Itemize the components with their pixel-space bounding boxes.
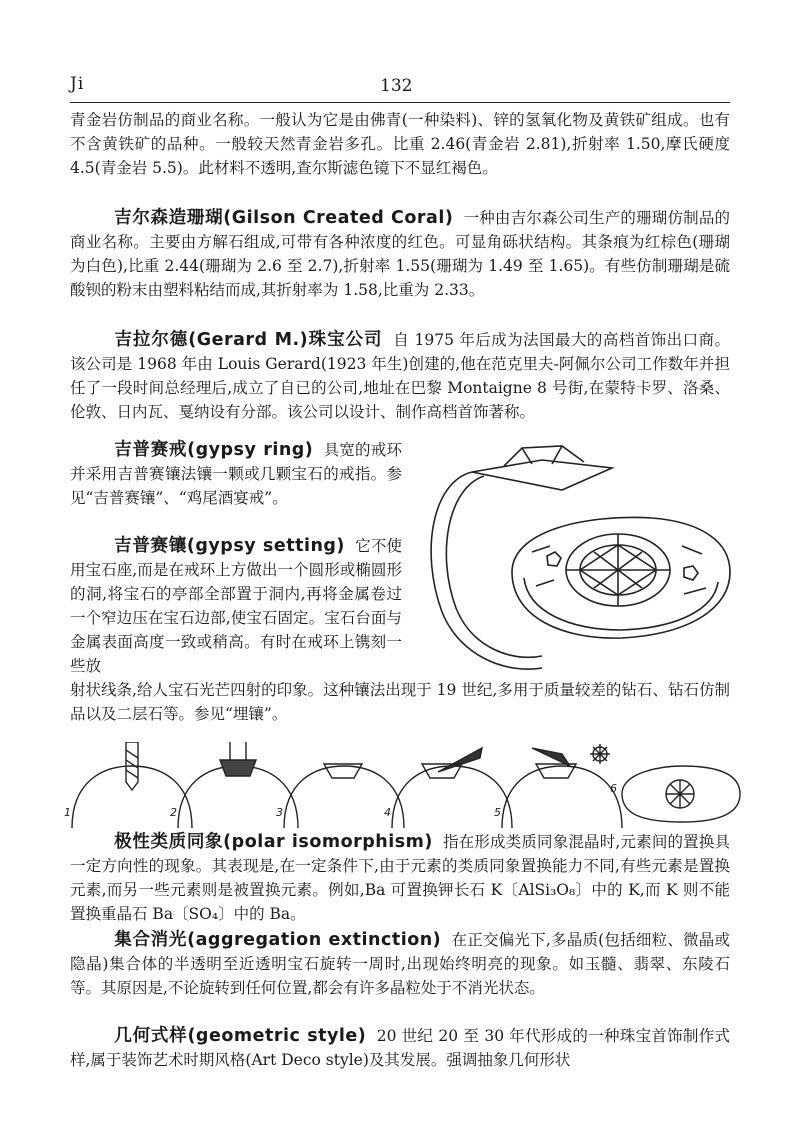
entry-gilson-coral [70, 206, 730, 302]
entry-gerard [70, 328, 730, 424]
entry-polar-isomorphism [70, 830, 730, 926]
entry-body: 自 1975 年后成为法国最大的高档首饰出口商。该公司是 1968 年由 Louis Gerard(1923 年生)创建的,他在范克里夫-阿佩尔公司工作数年并担任了一段时间总经理后,成立了自已的公司,地址在巴黎 Montaigne 8 号街,在蒙特卡罗、洛桑、伦敦、日内瓦、戛纳设有分部。该公司以设计、制作高档首饰著称。 [70, 331, 731, 421]
entry-term: 吉普赛戒 [114, 440, 188, 460]
step-label: 6 [610, 782, 617, 795]
entry-term: 极性类质同象 [114, 832, 224, 852]
entry-term: 集合消光 [114, 930, 188, 950]
entry-body: 射状线条,给人宝石光芒四射的印象。这种镶法出现于 19 世纪,多用于质量较差的钻石、钻石仿制品以及二层石等。参见“埋镶”。 [70, 681, 730, 723]
step-label: 2 [170, 806, 177, 819]
entry-term-latin: (polar isomorphism) [223, 832, 433, 852]
entry-continuation [70, 108, 730, 180]
entry-term-latin: (Gilson Created Coral) [223, 208, 454, 228]
entry-body: 在正交偏光下,多晶质(包括细粒、微晶或隐晶)集合体的半透明至近透明宝石旋转一周时,出现始终明亮的现象。如玉髓、翡翠、东陵石等。其原因是,不论旋转到任何位置,都会有许多晶粒处于不消光状态。 [70, 931, 730, 997]
entry-body: 一种由吉尔森公司生产的珊瑚仿制品的商业名称。主要由方解石组成,可带有各种浓度的红色。可显角砾状结构。其条痕为红棕色(珊瑚为白色),比重 2.44(珊瑚为 2.6 至 2.7),折射率 1.55(珊瑚为 1.49 至 1.65)。有些仿制珊瑚是硫酸钡的粉末由塑料粘结而成,其折射率为 1.58,比重为 2.33。 [70, 209, 731, 299]
setting-steps-illustration [62, 742, 742, 834]
entry-aggregation-extinction [70, 928, 730, 1000]
gypsy-ring-illustration [412, 442, 732, 674]
step-label: 3 [276, 806, 283, 819]
entry-term-suffix: 珠宝公司 [308, 330, 383, 350]
entry-term-latin: (aggregation extinction) [187, 930, 442, 950]
entry-gypsy-setting [70, 534, 402, 678]
entry-term-latin: (Gerard M.) [188, 330, 309, 350]
entry-gypsy-setting-continued [70, 678, 730, 726]
step-label: 4 [384, 806, 391, 819]
entry-term: 吉普赛镶 [114, 536, 187, 556]
step-label: 1 [64, 806, 71, 819]
entry-body: 它不使用宝石座,而是在戒环上方做出一个圆形或椭圆形的洞,将宝石的亭部全部置于洞内,再将金属卷过一个窄边压在宝石边部,使宝石固定。宝石台面与金属表面高度一致或稍高。有时在戒环上镌刻一些放 [70, 537, 403, 675]
entry-body: 具宽的戒环并采用吉普赛镶法镶一颗或几颗宝石的戒指。参见“吉普赛镶”、“鸡尾酒宴戒”。 [70, 441, 402, 507]
page-number: 132 [380, 76, 413, 96]
entry-term-latin: (gypsy ring) [187, 440, 314, 460]
running-head: Ji [70, 74, 85, 94]
step-label: 5 [494, 806, 501, 819]
header-rule [70, 102, 730, 103]
entry-term-latin: (gypsy setting) [186, 536, 345, 556]
entry-body: 20 世纪 20 至 30 年代形成的一种珠宝首饰制作式样,属于装饰艺术时期风格(Art Deco style)及其发展。强调抽象几何形状 [70, 1027, 731, 1069]
entry-term: 吉尔森造珊瑚 [114, 208, 224, 228]
entry-geometric-style [70, 1024, 730, 1072]
entry-gypsy-ring [70, 438, 402, 510]
entry-term: 吉拉尔德 [114, 330, 189, 350]
entry-body: 指在形成类质同象混晶时,元素间的置换具一定方向性的现象。其表现是,在一定条件下,由于元素的类质同象置换能力不同,有些元素是置换元素,而另一些元素则是被置换元素。例如,Ba 可置换钾长石 K〔AlSi₃O₈〕中的 K,而 K 则不能置换重晶石 Ba〔SO₄〕中的 Ba。 [70, 833, 730, 923]
entry-term: 几何式样 [114, 1026, 188, 1046]
entry-body: 青金岩仿制品的商业名称。一般认为它是由佛青(一种染料)、锌的氢氧化物及黄铁矿组成。也有不含黄铁矿的品种。一般较天然青金岩多孔。比重 2.46(青金岩 2.81),折射率 1.50,摩氏硬度 4.5(青金岩 5.5)。此材料不透明,查尔斯滤色镜下不显红褐色。 [70, 111, 730, 177]
entry-term-latin: (geometric style) [187, 1026, 367, 1046]
